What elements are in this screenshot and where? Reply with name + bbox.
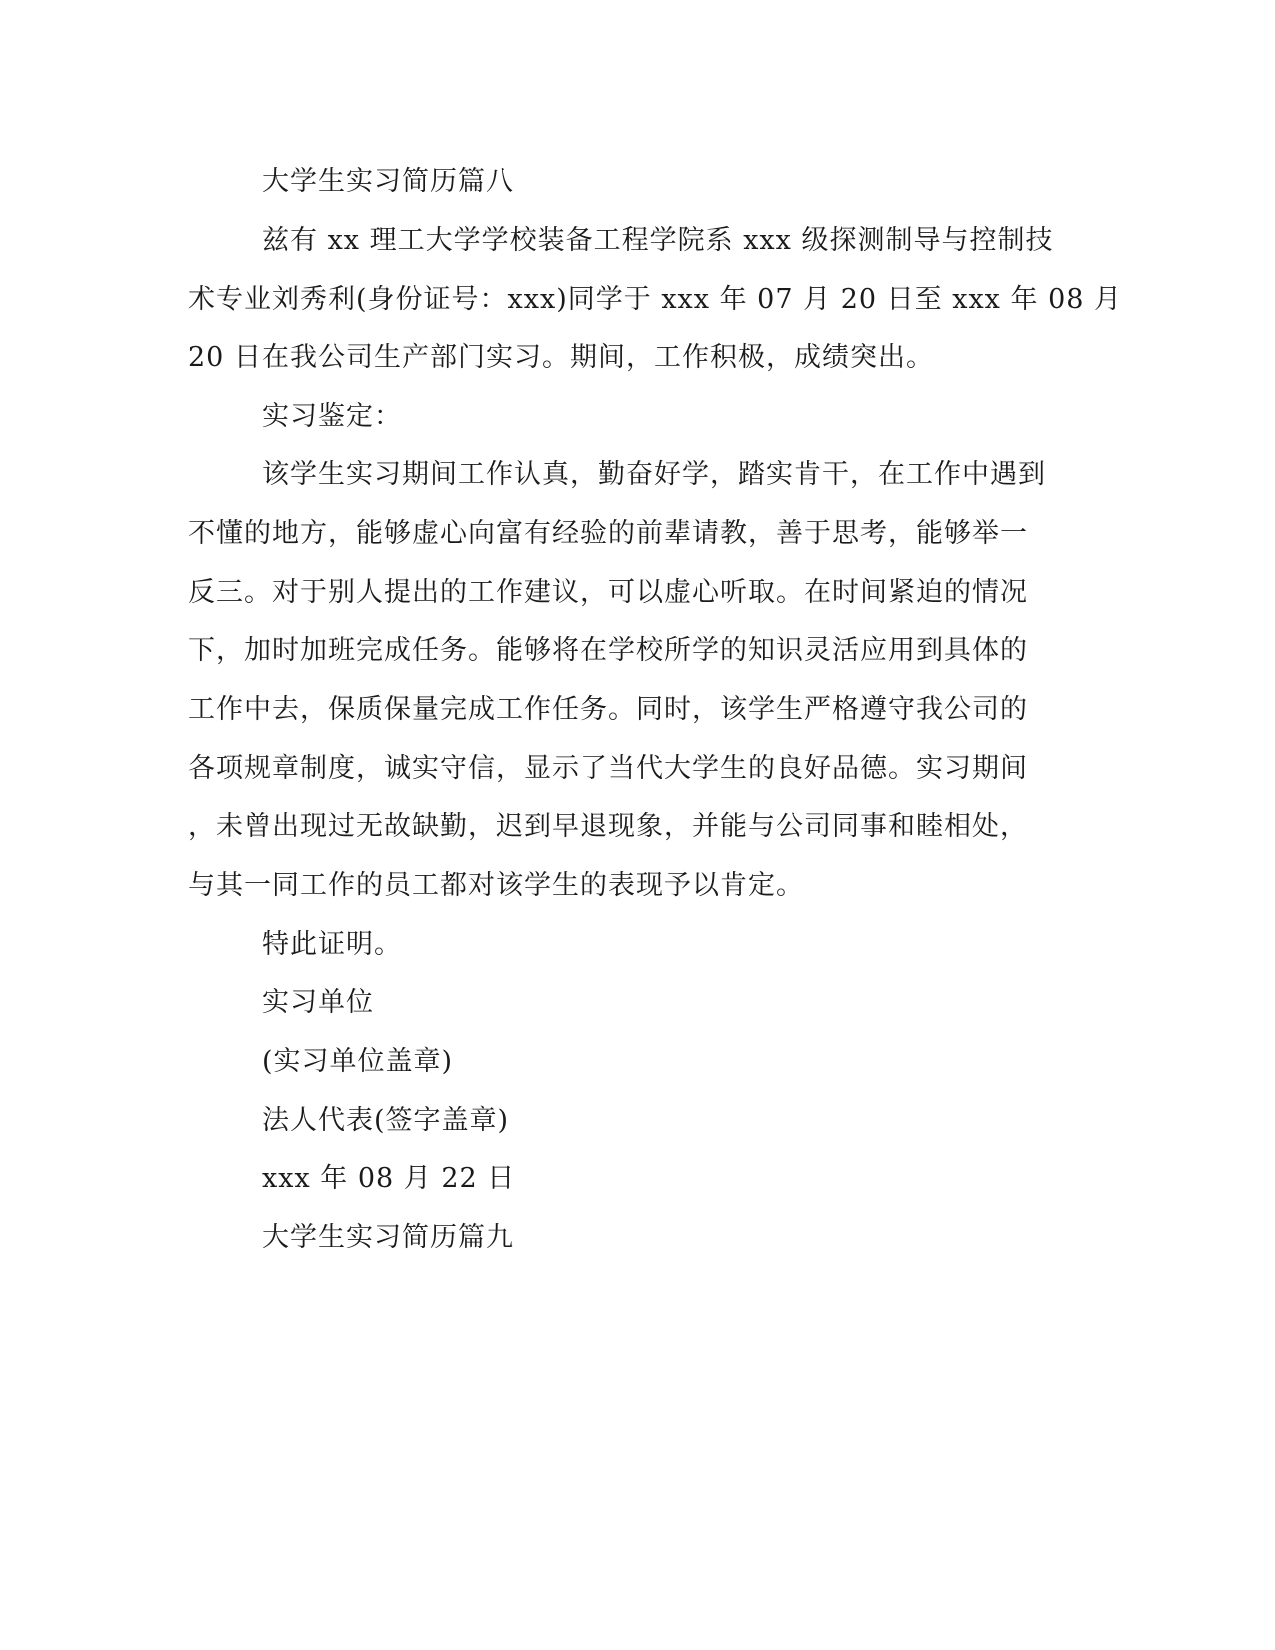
paragraph-1-line-1: 兹有 xx 理工大学学校装备工程学院系 xxx 级探测制导与控制技 [262,225,1054,256]
paragraph-2-line-2: 不懂的地方，能够虚心向富有经验的前辈请教，善于思考，能够举一 [188,518,1028,549]
paragraph-2-line-5: 工作中去，保质保量完成工作任务。同时，该学生严格遵守我公司的 [188,694,1028,725]
unit-label: 实习单位 [262,987,374,1018]
certify-text: 特此证明。 [262,929,402,960]
paragraph-2-line-7: ，未曾出现过无故缺勤，迟到早退现象，并能与公司同事和睦相处， [188,811,1028,842]
paragraph-1-line-2: 术专业刘秀利(身份证号：xxx)同学于 xxx 年 07 月 20 日至 xxx 年 08 月 [188,284,1123,315]
unit-seal: (实习单位盖章) [262,1046,454,1077]
legal-representative: 法人代表(签字盖章) [262,1105,510,1136]
paragraph-2-line-8: 与其一同工作的员工都对该学生的表现予以肯定。 [188,870,804,901]
section-heading-9: 大学生实习简历篇九 [262,1222,514,1253]
paragraph-1-line-3: 20 日在我公司生产部门实习。期间，工作积极，成绩突出。 [188,342,934,373]
signature-date: xxx 年 08 月 22 日 [262,1163,516,1194]
section-heading-8: 大学生实习简历篇八 [262,166,514,197]
paragraph-2-line-4: 下，加时加班完成任务。能够将在学校所学的知识灵活应用到具体的 [188,635,1028,666]
paragraph-2-line-3: 反三。对于别人提出的工作建议，可以虚心听取。在时间紧迫的情况 [188,577,1028,608]
appraisal-label: 实习鉴定： [262,401,402,432]
paragraph-2-line-1: 该学生实习期间工作认真，勤奋好学，踏实肯干，在工作中遇到 [262,459,1046,490]
paragraph-2-line-6: 各项规章制度，诚实守信，显示了当代大学生的良好品德。实习期间 [188,753,1028,784]
